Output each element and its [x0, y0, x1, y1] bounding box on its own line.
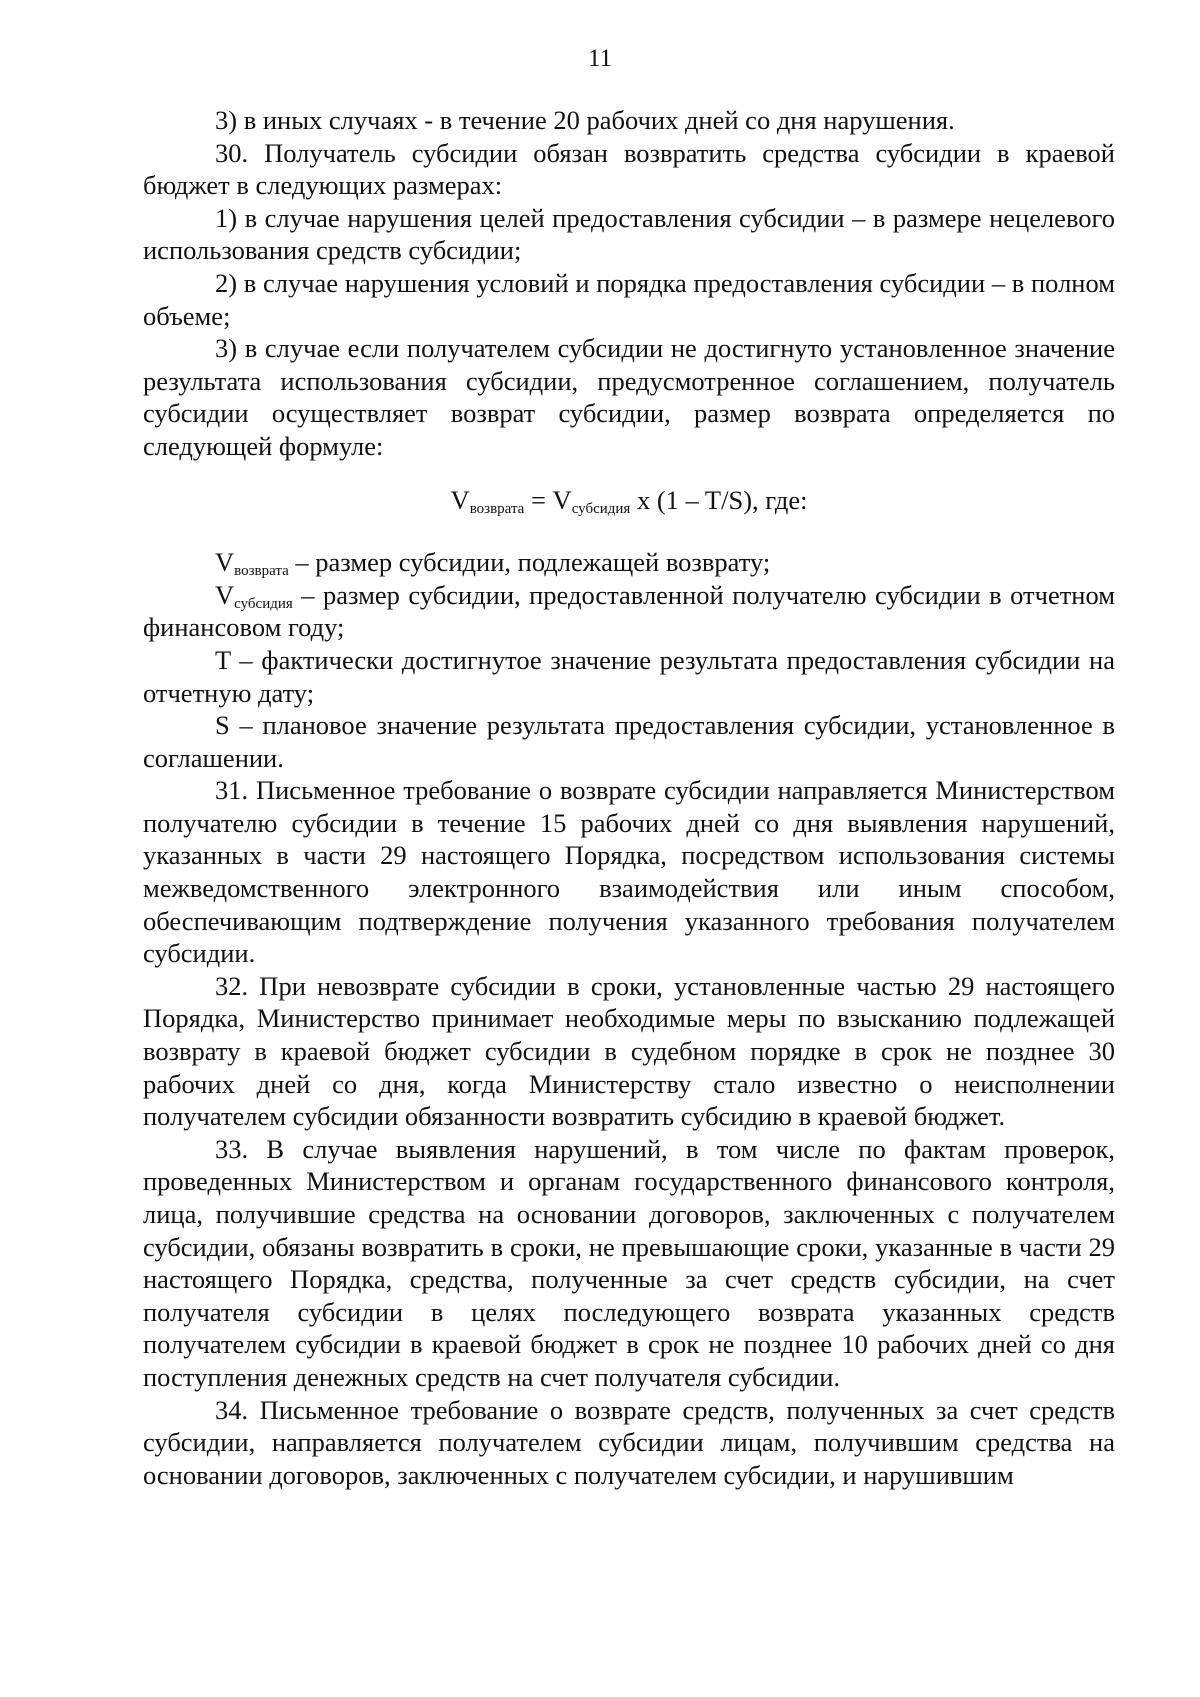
definition — [143, 644, 1115, 709]
formula-expression: x (1 – T/S), где: — [630, 484, 808, 515]
page-number: 11 — [587, 45, 613, 72]
paragraph: 31. Письменное требование о возврате субсидии направляется Министерством получателю субсидии в течение 15 рабочих дней со дня выявления нарушений, указанных в части 29 настоящего Порядка, посредством использования системы межведомственного электронного взаимодействия или иным способом, обеспечивающим подтверждение получения указанного требования получателем субсидии. — [143, 775, 1115, 969]
definition — [143, 579, 1115, 644]
definition-subscript: субсидия — [234, 595, 293, 612]
paragraph: 2) в случае нарушения условий и порядка предоставления субсидии – в полном объеме; — [143, 267, 1115, 331]
definition-symbol: T — [215, 644, 231, 675]
paragraph: 1) в случае нарушения целей предоставления субсидии – в размере нецелевого использования средств субсидии; — [143, 202, 1115, 266]
paragraph: 34. Письменное требование о возврате средств, полученных за счет средств субсидии, направляется получателем субсидии лицам, получившим средства на основании договоров, заключенных с получателем субсидии, и нарушившим — [143, 1394, 1115, 1490]
formula-subscript: субсидия — [571, 500, 631, 517]
formula-symbol: V — [552, 484, 572, 515]
formula-subscript: возврата — [469, 500, 525, 517]
definition-text: – размер субсидии, подлежащей возврату; — [288, 547, 771, 578]
definition — [143, 709, 1115, 774]
formula-equals: = — [524, 484, 553, 515]
definition-text: – плановое значение результата предоставления субсидии, установленное в соглашении. — [143, 710, 1115, 773]
paragraph: 3) в иных случаях - в течение 20 рабочих дней со дня нарушения. — [215, 105, 955, 135]
definition — [143, 546, 1115, 579]
paragraph: 30. Получатель субсидии обязан возвратить средства субсидии в краевой бюджет в следующих размерах: — [143, 137, 1115, 201]
definition-subscript: возврата — [234, 563, 289, 580]
document-body — [143, 104, 1115, 1491]
paragraph: 32. При невозврате субсидии в сроки, установленные частью 29 настоящего Порядка, Министерство принимает необходимые меры по взысканию подлежащей возврату в краевой бюджет субсидии в судебном порядке в срок не позднее 30 рабочих дней со дня, когда Министерству стало известно о неисполнении получателем субсидии обязанности возвратить субсидию в краевой бюджет. — [143, 970, 1115, 1132]
paragraph: 3) в случае если получателем субсидии не достигнуто установленное значение результата использования субсидии, предусмотренное соглашением, получатель субсидии осуществляет возврат субсидии, размер возврата определяется по следующей формуле: — [143, 333, 1115, 461]
definition-symbol: V — [215, 579, 235, 610]
definition-symbol: S — [215, 710, 230, 741]
definition-text: – фактически достигнутое значение результата предоставления субсидии на отчетную дату; — [143, 644, 1115, 708]
formula-symbol: V — [450, 484, 470, 515]
paragraph: 33. В случае выявления нарушений, в том числе по фактам проверок, проведенных Министерством и органам государственного финансового контроля, лица, получившие средства на основании договоров, заключенных с получателем субсидии, обязаны возвратить в сроки, не превышающие сроки, указанные в части 29 настоящего Порядка, средства, полученные за счет средств субсидии, на счет получателя субсидии в целях последующего возврата указанных средств получателем субсидии в краевой бюджет в срок не позднее 10 рабочих дней со дня поступления денежных средств на счет получателя субсидии. — [143, 1133, 1115, 1392]
definition-text: – размер субсидии, предоставленной получателю субсидии в отчетном финансовом году; — [143, 579, 1115, 643]
definition-symbol: V — [215, 547, 235, 578]
formula — [143, 484, 1115, 517]
